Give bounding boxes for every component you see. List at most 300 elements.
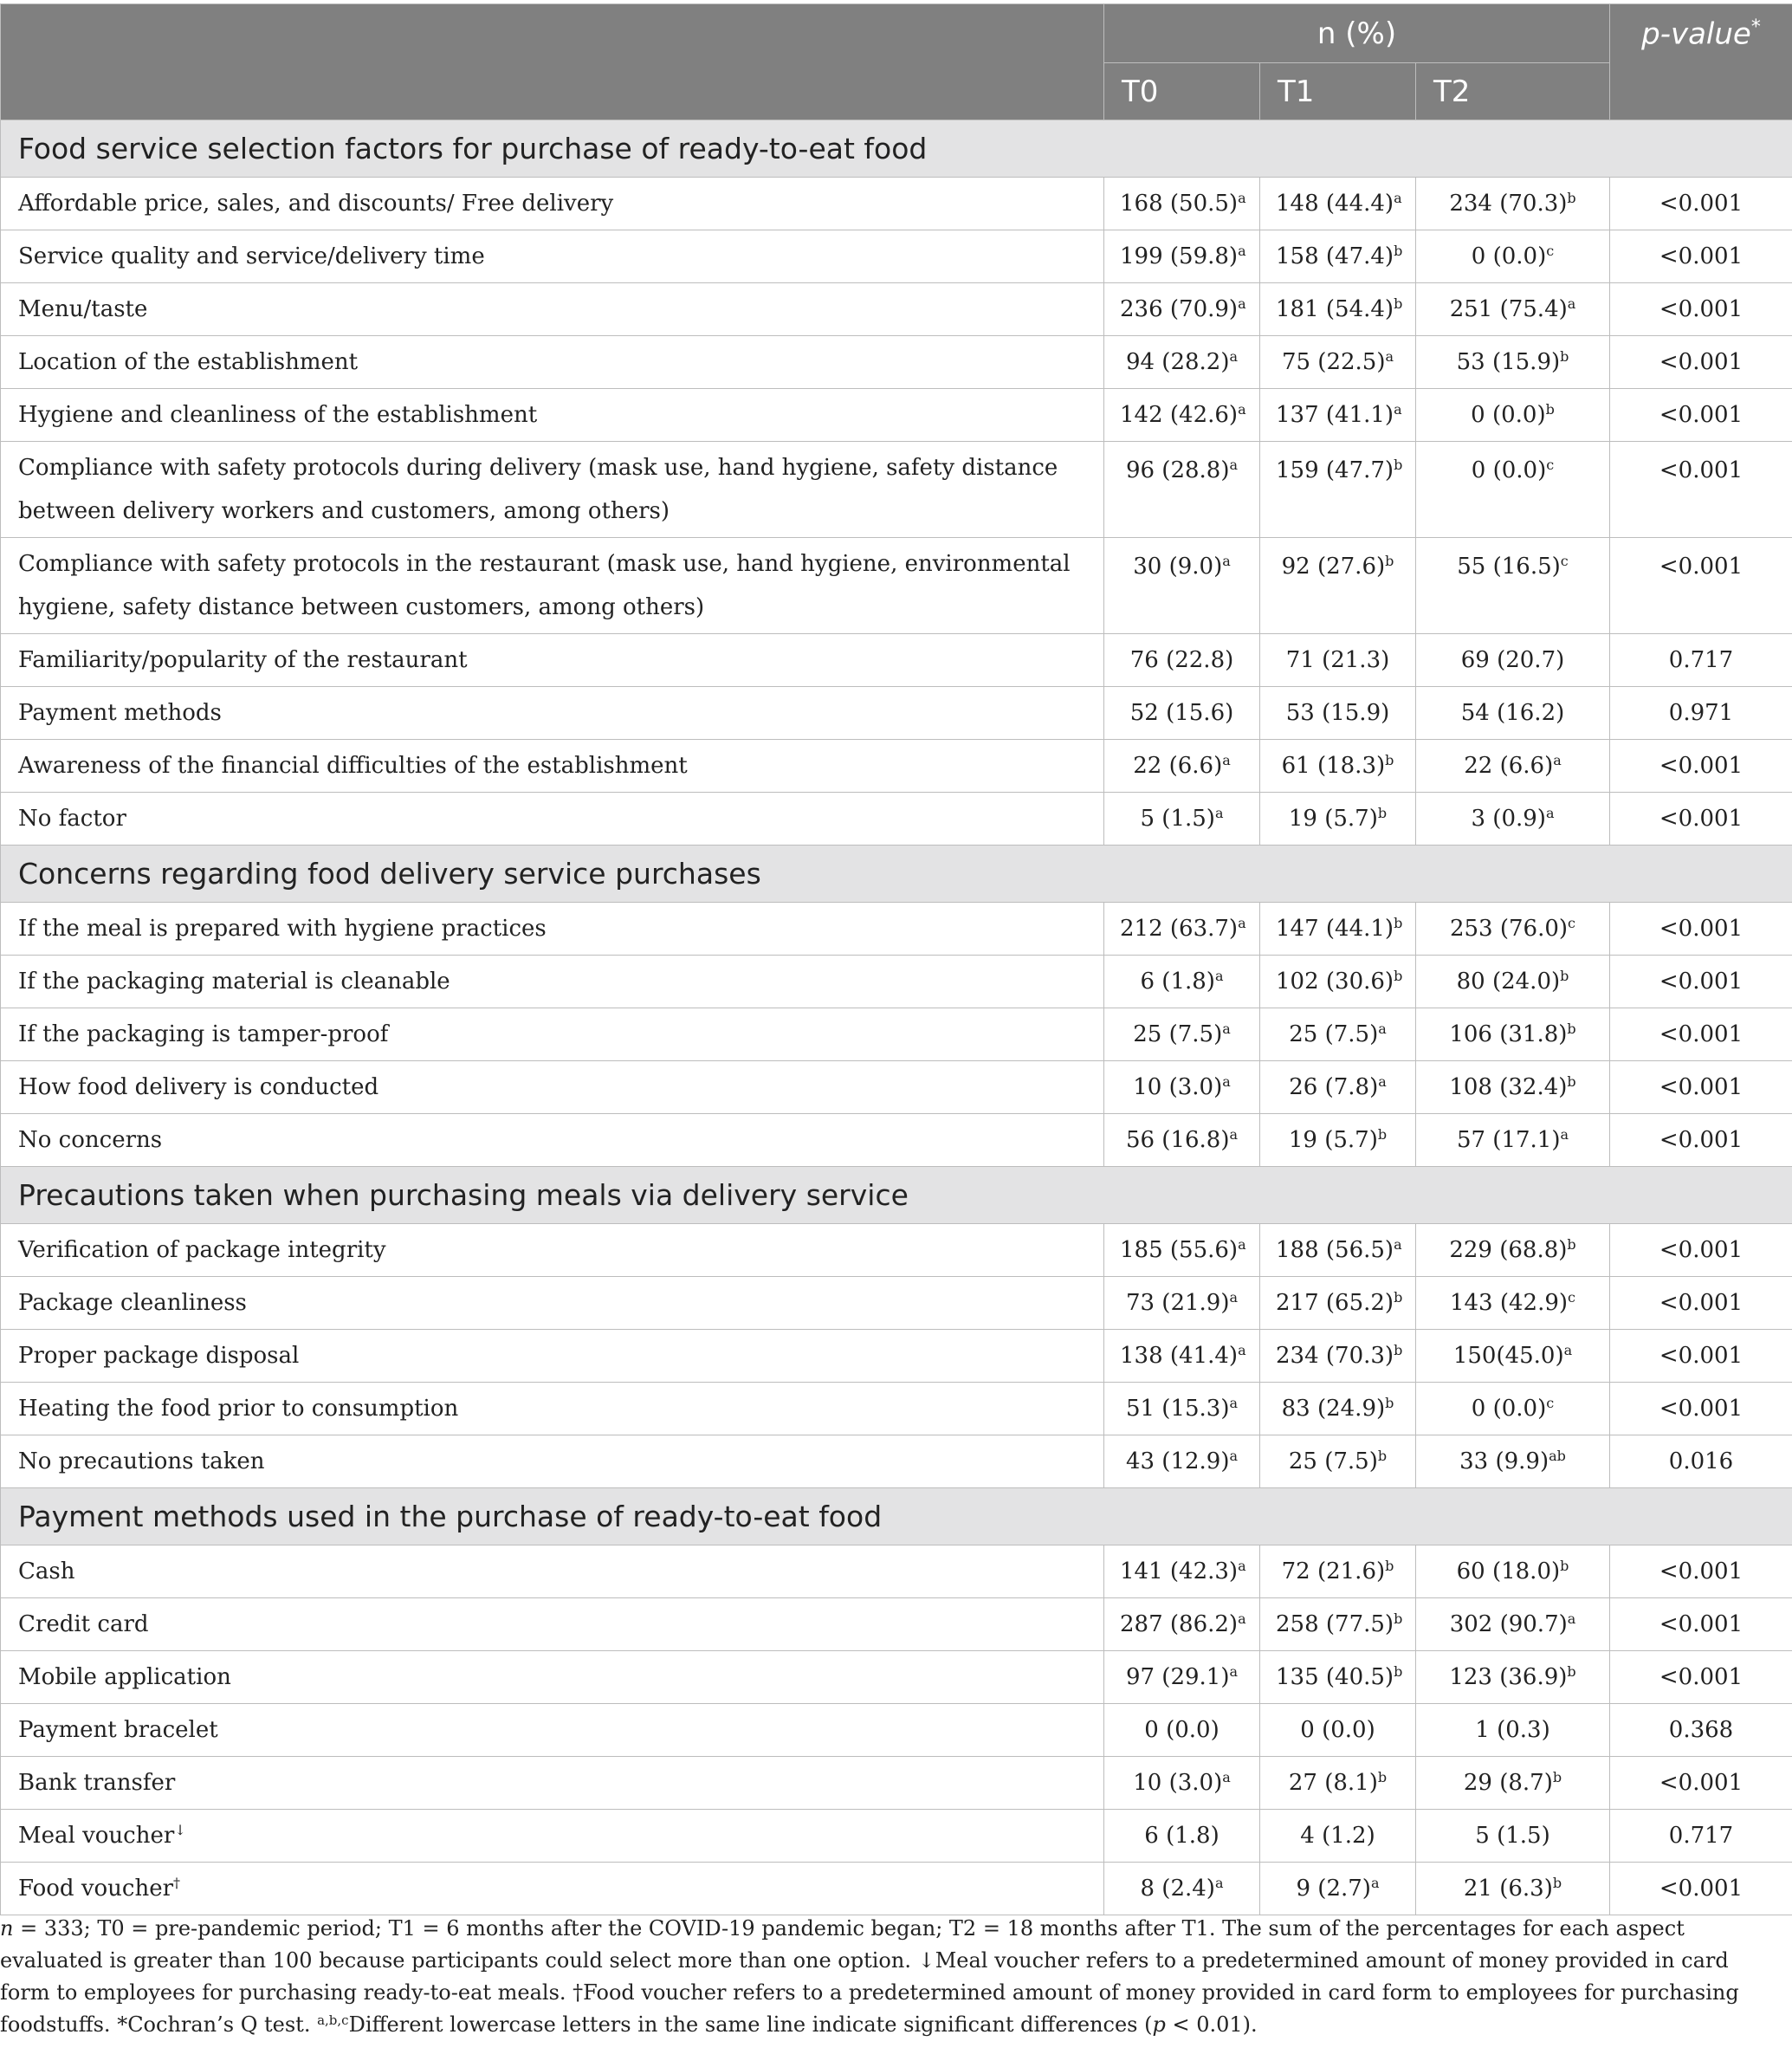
table-footnote bbox=[0, 1913, 1767, 2041]
cell-t0-value: 6 (1.8) bbox=[1144, 1823, 1219, 1849]
cell-t1 bbox=[1260, 1598, 1416, 1651]
cell-t0-value: 138 (41.4) bbox=[1120, 1343, 1239, 1369]
cell-t2 bbox=[1416, 1810, 1610, 1863]
cell-t0-superscript: a bbox=[1238, 1610, 1246, 1627]
section-header-row bbox=[1, 846, 1792, 903]
table-row bbox=[1, 1277, 1792, 1330]
cell-t0-value: 10 (3.0) bbox=[1133, 1074, 1223, 1100]
row-label bbox=[1, 1277, 1104, 1330]
cell-p-value: 0.971 bbox=[1610, 687, 1792, 740]
cell-t0-value: 97 (29.1) bbox=[1125, 1664, 1230, 1690]
row-label-text: Package cleanliness bbox=[18, 1290, 247, 1316]
section-title: Food service selection factors for purchase of ready-to-eat food bbox=[1, 120, 1792, 178]
cell-t2-value: 55 (16.5) bbox=[1457, 554, 1561, 580]
cell-t2-superscript: b bbox=[1567, 190, 1576, 206]
cell-t2-value: 234 (70.3) bbox=[1449, 191, 1568, 217]
cell-t2-value: 80 (24.0) bbox=[1456, 969, 1561, 995]
cell-t0-superscript: a bbox=[1222, 752, 1231, 768]
cell-t0-value: 287 (86.2) bbox=[1120, 1611, 1239, 1637]
cell-p-value: <0.001 bbox=[1610, 903, 1792, 956]
cell-t0-superscript: a bbox=[1222, 1073, 1231, 1090]
cell-t0-superscript: a bbox=[1214, 968, 1224, 984]
header-n-percent: n (%) bbox=[1104, 4, 1610, 63]
table-row bbox=[1, 336, 1792, 389]
cell-t2-value: 60 (18.0) bbox=[1456, 1558, 1561, 1584]
cell-t0 bbox=[1104, 178, 1260, 230]
cell-t2-value: 0 (0.0) bbox=[1471, 402, 1546, 428]
table-row bbox=[1, 1704, 1792, 1757]
cell-t0-superscript: a bbox=[1229, 1395, 1239, 1411]
row-label bbox=[1, 1757, 1104, 1810]
cell-t1-value: 19 (5.7) bbox=[1288, 1127, 1378, 1153]
cell-t2 bbox=[1416, 1651, 1610, 1704]
cell-t1 bbox=[1260, 1277, 1416, 1330]
cell-t2 bbox=[1416, 1704, 1610, 1757]
header-p-value-label: p-value bbox=[1641, 16, 1751, 52]
row-label-text: Service quality and service/delivery time bbox=[18, 243, 485, 269]
cell-t2-superscript: c bbox=[1560, 553, 1569, 569]
cell-t1-value: 53 (15.9) bbox=[1285, 700, 1390, 726]
row-label bbox=[1, 1061, 1104, 1114]
cell-t1-value: 158 (47.4) bbox=[1276, 243, 1394, 269]
cell-t2-value: 229 (68.8) bbox=[1449, 1237, 1568, 1263]
table-row bbox=[1, 1330, 1792, 1383]
section-header-row bbox=[1, 1167, 1792, 1224]
header-blank-cell bbox=[1, 4, 1104, 120]
cell-t1-superscript: a bbox=[1394, 1236, 1402, 1253]
cell-t0 bbox=[1104, 1224, 1260, 1277]
cell-t0 bbox=[1104, 1810, 1260, 1863]
cell-t1-superscript: a bbox=[1394, 401, 1402, 418]
cell-t0-value: 25 (7.5) bbox=[1133, 1021, 1223, 1047]
cell-t0-superscript: a bbox=[1229, 348, 1239, 365]
section-title: Precautions taken when purchasing meals via delivery service bbox=[1, 1167, 1792, 1224]
cell-t2-value: 5 (1.5) bbox=[1475, 1823, 1550, 1849]
header-p-value bbox=[1610, 4, 1792, 120]
row-label bbox=[1, 389, 1104, 442]
cell-t0-superscript: a bbox=[1238, 190, 1246, 206]
cell-t1 bbox=[1260, 1651, 1416, 1704]
cell-t1-value: 83 (24.9) bbox=[1281, 1396, 1386, 1422]
row-label bbox=[1, 1598, 1104, 1651]
cell-t1-value: 4 (1.2) bbox=[1300, 1823, 1375, 1849]
cell-t0-superscript: a bbox=[1222, 553, 1231, 569]
row-label-text: Compliance with safety protocols during delivery (mask use, hand hygiene, safety distance between delivery workers and customers, among others) bbox=[18, 455, 1058, 524]
cell-t0-value: 51 (15.3) bbox=[1125, 1396, 1230, 1422]
table-row bbox=[1, 903, 1792, 956]
table-row bbox=[1, 283, 1792, 336]
row-label bbox=[1, 1545, 1104, 1598]
table-row bbox=[1, 538, 1792, 634]
cell-t1-value: 26 (7.8) bbox=[1289, 1074, 1379, 1100]
row-label bbox=[1, 442, 1104, 538]
cell-t0-value: 22 (6.6) bbox=[1133, 753, 1223, 779]
row-label-text: Food voucher bbox=[18, 1876, 174, 1902]
cell-t1-value: 25 (7.5) bbox=[1288, 1448, 1378, 1474]
cell-t2 bbox=[1416, 1330, 1610, 1383]
cell-t1-superscript: b bbox=[1377, 1769, 1388, 1785]
header-row-1 bbox=[1, 4, 1792, 63]
cell-t0 bbox=[1104, 1383, 1260, 1435]
cell-t2-superscript: b bbox=[1567, 1073, 1576, 1090]
cell-t2-value: 0 (0.0) bbox=[1471, 1396, 1547, 1422]
cell-t0-value: 43 (12.9) bbox=[1125, 1448, 1230, 1474]
cell-t2-value: 57 (17.1) bbox=[1456, 1127, 1561, 1153]
cell-t1-value: 159 (47.7) bbox=[1276, 457, 1394, 483]
cell-t2-value: 251 (75.4) bbox=[1449, 296, 1568, 322]
row-label-text: If the packaging is tamper-proof bbox=[18, 1021, 389, 1047]
cell-t2-superscript: b bbox=[1567, 1663, 1576, 1680]
cell-t1-superscript: b bbox=[1394, 1342, 1403, 1358]
cell-t1 bbox=[1260, 1757, 1416, 1810]
cell-t0-superscript: a bbox=[1229, 1289, 1239, 1306]
table-row bbox=[1, 634, 1792, 687]
cell-t1-value: 147 (44.1) bbox=[1276, 916, 1394, 942]
cell-t2-value: 53 (15.9) bbox=[1456, 349, 1561, 375]
table-row bbox=[1, 442, 1792, 538]
row-label-text: Payment methods bbox=[18, 700, 222, 726]
cell-t1 bbox=[1260, 1224, 1416, 1277]
cell-t0-superscript: a bbox=[1222, 1021, 1231, 1037]
cell-t2-value: 3 (0.9) bbox=[1471, 806, 1546, 832]
row-label-text: Awareness of the financial difficulties of the establishment bbox=[18, 753, 688, 779]
section-header-row bbox=[1, 1488, 1792, 1545]
cell-p-value: <0.001 bbox=[1610, 538, 1792, 634]
cell-t1-value: 135 (40.5) bbox=[1276, 1664, 1394, 1690]
cell-t0-superscript: a bbox=[1238, 243, 1246, 259]
cell-t2-superscript: c bbox=[1568, 915, 1576, 931]
cell-t1 bbox=[1260, 740, 1416, 793]
cell-t0-superscript: a bbox=[1229, 1663, 1239, 1680]
cell-t0-value: 96 (28.8) bbox=[1125, 457, 1230, 483]
row-label bbox=[1, 634, 1104, 687]
cell-p-value: <0.001 bbox=[1610, 1757, 1792, 1810]
cell-t1 bbox=[1260, 442, 1416, 538]
cell-t2 bbox=[1416, 283, 1610, 336]
cell-t1-superscript: b bbox=[1385, 752, 1394, 768]
cell-t0 bbox=[1104, 1277, 1260, 1330]
cell-p-value: <0.001 bbox=[1610, 1383, 1792, 1435]
cell-t0 bbox=[1104, 442, 1260, 538]
header-t1: T1 bbox=[1260, 63, 1416, 120]
cell-t0 bbox=[1104, 283, 1260, 336]
cell-t2-superscript: c bbox=[1568, 1289, 1576, 1306]
cell-t1-superscript: b bbox=[1377, 1448, 1388, 1464]
cell-t1-value: 27 (8.1) bbox=[1288, 1770, 1378, 1796]
cell-t1-value: 102 (30.6) bbox=[1276, 969, 1394, 995]
cell-t1-superscript: b bbox=[1394, 1289, 1403, 1306]
cell-t0-superscript: a bbox=[1238, 915, 1246, 931]
cell-t0 bbox=[1104, 903, 1260, 956]
cell-t2-superscript: c bbox=[1546, 457, 1555, 473]
header-t0: T0 bbox=[1104, 63, 1260, 120]
cell-t0 bbox=[1104, 1863, 1260, 1915]
cell-t1 bbox=[1260, 1810, 1416, 1863]
table-row bbox=[1, 1114, 1792, 1167]
row-label-text: Affordable price, sales, and discounts/ Free delivery bbox=[18, 191, 614, 217]
cell-t1 bbox=[1260, 1330, 1416, 1383]
cell-t0-value: 236 (70.9) bbox=[1120, 296, 1239, 322]
cell-t2 bbox=[1416, 1598, 1610, 1651]
cell-t2-superscript: b bbox=[1560, 1558, 1569, 1574]
section-header-row bbox=[1, 120, 1792, 178]
cell-t0-value: 76 (22.8) bbox=[1129, 647, 1234, 673]
cell-t2 bbox=[1416, 1224, 1610, 1277]
cell-t0-value: 199 (59.8) bbox=[1120, 243, 1239, 269]
cell-t0 bbox=[1104, 1704, 1260, 1757]
cell-p-value: <0.001 bbox=[1610, 793, 1792, 846]
table-row bbox=[1, 178, 1792, 230]
cell-t0-superscript: a bbox=[1222, 1769, 1231, 1785]
row-label-text: Hygiene and cleanliness of the establishment bbox=[18, 402, 538, 428]
cell-t2-value: 54 (16.2) bbox=[1460, 700, 1565, 726]
row-label-text: Payment bracelet bbox=[18, 1717, 218, 1743]
cell-t0 bbox=[1104, 538, 1260, 634]
cell-t0 bbox=[1104, 1114, 1260, 1167]
cell-t1-value: 181 (54.4) bbox=[1276, 296, 1394, 322]
cell-t0-superscript: a bbox=[1238, 401, 1246, 418]
cell-t0 bbox=[1104, 1651, 1260, 1704]
table-row bbox=[1, 1810, 1792, 1863]
table-row bbox=[1, 793, 1792, 846]
row-label-text: No factor bbox=[18, 806, 126, 832]
cell-t1-superscript: b bbox=[1377, 805, 1388, 821]
row-label-text: If the meal is prepared with hygiene practices bbox=[18, 916, 547, 942]
row-label-text: Bank transfer bbox=[18, 1770, 176, 1796]
cell-t2-superscript: b bbox=[1567, 1021, 1576, 1037]
cell-t1-value: 61 (18.3) bbox=[1281, 753, 1386, 779]
cell-t0-value: 5 (1.5) bbox=[1140, 806, 1215, 832]
cell-p-value: <0.001 bbox=[1610, 442, 1792, 538]
cell-p-value: <0.001 bbox=[1610, 956, 1792, 1008]
cell-t1 bbox=[1260, 538, 1416, 634]
cell-p-value: <0.001 bbox=[1610, 1330, 1792, 1383]
cell-t0 bbox=[1104, 793, 1260, 846]
cell-t0-superscript: a bbox=[1229, 1448, 1239, 1464]
section-title: Concerns regarding food delivery service purchases bbox=[1, 846, 1792, 903]
cell-t2 bbox=[1416, 1863, 1610, 1915]
row-label-text: Mobile application bbox=[18, 1664, 231, 1690]
row-label-text: Proper package disposal bbox=[18, 1343, 300, 1369]
cell-t1 bbox=[1260, 1435, 1416, 1488]
cell-p-value: <0.001 bbox=[1610, 178, 1792, 230]
cell-t1-superscript: a bbox=[1378, 1073, 1387, 1090]
cell-t2 bbox=[1416, 687, 1610, 740]
cell-t1-superscript: b bbox=[1377, 1126, 1388, 1143]
cell-t1 bbox=[1260, 1704, 1416, 1757]
cell-t0 bbox=[1104, 634, 1260, 687]
cell-t0-superscript: a bbox=[1214, 805, 1224, 821]
cell-p-value: <0.001 bbox=[1610, 1277, 1792, 1330]
row-label bbox=[1, 538, 1104, 634]
table-row bbox=[1, 1008, 1792, 1061]
row-label-text: Menu/taste bbox=[18, 296, 148, 322]
cell-t1-value: 258 (77.5) bbox=[1276, 1611, 1394, 1637]
cell-t2-superscript: c bbox=[1546, 1395, 1555, 1411]
cell-t2 bbox=[1416, 1008, 1610, 1061]
row-label-footnote-mark: † bbox=[173, 1875, 181, 1891]
row-label-text: How food delivery is conducted bbox=[18, 1074, 379, 1100]
row-label bbox=[1, 230, 1104, 283]
cell-t0-superscript: a bbox=[1229, 1126, 1239, 1143]
cell-t1-value: 217 (65.2) bbox=[1276, 1290, 1394, 1316]
cell-t1 bbox=[1260, 687, 1416, 740]
cell-t2-value: 0 (0.0) bbox=[1471, 457, 1547, 483]
row-label bbox=[1, 178, 1104, 230]
footnote-letters-sup: a,b,c bbox=[317, 2012, 349, 2028]
cell-t2-value: 21 (6.3) bbox=[1463, 1876, 1553, 1902]
table-row bbox=[1, 1224, 1792, 1277]
cell-t2-value: 33 (9.9) bbox=[1459, 1448, 1549, 1474]
cell-t2-value: 0 (0.0) bbox=[1471, 243, 1547, 269]
header-p-value-mark: * bbox=[1750, 16, 1761, 38]
cell-t1-value: 137 (41.1) bbox=[1276, 402, 1394, 428]
cell-t2 bbox=[1416, 336, 1610, 389]
row-label-text: No concerns bbox=[18, 1127, 163, 1153]
cell-t1-superscript: b bbox=[1385, 1558, 1394, 1574]
cell-t2-value: 29 (8.7) bbox=[1463, 1770, 1553, 1796]
cell-p-value: <0.001 bbox=[1610, 1114, 1792, 1167]
cell-t1 bbox=[1260, 336, 1416, 389]
cell-t2-value: 106 (31.8) bbox=[1449, 1021, 1568, 1047]
cell-t1-superscript: a bbox=[1385, 348, 1394, 365]
cell-t1-value: 92 (27.6) bbox=[1281, 554, 1386, 580]
row-label bbox=[1, 903, 1104, 956]
footnote-p-condition: < 0.01). bbox=[1165, 2012, 1258, 2037]
row-label-text: Credit card bbox=[18, 1611, 149, 1637]
cell-p-value: 0.717 bbox=[1610, 1810, 1792, 1863]
cell-t0 bbox=[1104, 389, 1260, 442]
cell-p-value: <0.001 bbox=[1610, 230, 1792, 283]
cell-t1-superscript: b bbox=[1385, 553, 1394, 569]
cell-t1 bbox=[1260, 1114, 1416, 1167]
cell-p-value: 0.368 bbox=[1610, 1704, 1792, 1757]
cell-t2-superscript: a bbox=[1560, 1126, 1569, 1143]
cell-t1 bbox=[1260, 283, 1416, 336]
cell-t0-superscript: a bbox=[1229, 457, 1239, 473]
cell-t1-value: 148 (44.4) bbox=[1276, 191, 1394, 217]
cell-t1 bbox=[1260, 1008, 1416, 1061]
cell-t1-superscript: b bbox=[1394, 295, 1403, 312]
cell-t0-value: 30 (9.0) bbox=[1133, 554, 1223, 580]
cell-t2-value: 1 (0.3) bbox=[1475, 1717, 1550, 1743]
cell-p-value: <0.001 bbox=[1610, 1224, 1792, 1277]
table-row bbox=[1, 687, 1792, 740]
cell-p-value: 0.016 bbox=[1610, 1435, 1792, 1488]
cell-t0-value: 6 (1.8) bbox=[1140, 969, 1215, 995]
row-label-text: Meal voucher bbox=[18, 1823, 175, 1849]
cell-t2-superscript: c bbox=[1546, 243, 1555, 259]
cell-t2-value: 302 (90.7) bbox=[1449, 1611, 1568, 1637]
cell-t0-value: 141 (42.3) bbox=[1120, 1558, 1239, 1584]
row-label bbox=[1, 1114, 1104, 1167]
table-row bbox=[1, 1545, 1792, 1598]
cell-t2-value: 253 (76.0) bbox=[1449, 916, 1569, 942]
cell-t2 bbox=[1416, 1757, 1610, 1810]
cell-t1 bbox=[1260, 1061, 1416, 1114]
row-label-text: Compliance with safety protocols in the restaurant (mask use, hand hygiene, environmental hygiene, safety distance between customers, among others) bbox=[18, 551, 1071, 620]
cell-p-value: 0.717 bbox=[1610, 634, 1792, 687]
table-row bbox=[1, 1651, 1792, 1704]
cell-p-value: <0.001 bbox=[1610, 1651, 1792, 1704]
cell-t1-value: 25 (7.5) bbox=[1289, 1021, 1379, 1047]
cell-t1-superscript: b bbox=[1394, 1663, 1403, 1680]
row-label bbox=[1, 1863, 1104, 1915]
cell-t1-superscript: a bbox=[1370, 1875, 1380, 1891]
row-label bbox=[1, 1435, 1104, 1488]
cell-t2 bbox=[1416, 1114, 1610, 1167]
cell-t2 bbox=[1416, 230, 1610, 283]
cell-t0 bbox=[1104, 1435, 1260, 1488]
cell-t0-value: 212 (63.7) bbox=[1120, 916, 1239, 942]
cell-t2-superscript: b bbox=[1560, 968, 1569, 984]
cell-t0-superscript: a bbox=[1214, 1875, 1224, 1891]
cell-t2 bbox=[1416, 389, 1610, 442]
cell-t0-value: 56 (16.8) bbox=[1125, 1127, 1230, 1153]
cell-t1-value: 9 (2.7) bbox=[1296, 1876, 1371, 1902]
cell-t0-value: 8 (2.4) bbox=[1140, 1876, 1215, 1902]
row-label-text: No precautions taken bbox=[18, 1448, 265, 1474]
cell-t0 bbox=[1104, 687, 1260, 740]
cell-t2 bbox=[1416, 1435, 1610, 1488]
cell-t2 bbox=[1416, 903, 1610, 956]
results-table bbox=[0, 3, 1792, 1915]
cell-t1 bbox=[1260, 230, 1416, 283]
row-label bbox=[1, 283, 1104, 336]
cell-t0-value: 73 (21.9) bbox=[1125, 1290, 1230, 1316]
table-row bbox=[1, 230, 1792, 283]
header-t2: T2 bbox=[1416, 63, 1610, 120]
cell-t2 bbox=[1416, 1061, 1610, 1114]
cell-t2 bbox=[1416, 1277, 1610, 1330]
cell-t2-value: 143 (42.9) bbox=[1449, 1290, 1569, 1316]
cell-t1 bbox=[1260, 956, 1416, 1008]
cell-t1-value: 234 (70.3) bbox=[1276, 1343, 1394, 1369]
cell-t0 bbox=[1104, 1545, 1260, 1598]
row-label bbox=[1, 1383, 1104, 1435]
row-label-text: Heating the food prior to consumption bbox=[18, 1396, 459, 1422]
cell-p-value: <0.001 bbox=[1610, 336, 1792, 389]
cell-t2-superscript: a bbox=[1567, 1610, 1576, 1627]
footnote-n-var: n bbox=[0, 1916, 14, 1941]
row-label bbox=[1, 1651, 1104, 1704]
cell-p-value: <0.001 bbox=[1610, 740, 1792, 793]
cell-t0-value: 185 (55.6) bbox=[1120, 1237, 1239, 1263]
cell-t1-value: 19 (5.7) bbox=[1288, 806, 1378, 832]
cell-t2 bbox=[1416, 1383, 1610, 1435]
cell-t2-value: 69 (20.7) bbox=[1460, 647, 1565, 673]
cell-t1 bbox=[1260, 389, 1416, 442]
cell-t0 bbox=[1104, 230, 1260, 283]
cell-t2 bbox=[1416, 442, 1610, 538]
cell-p-value: <0.001 bbox=[1610, 1863, 1792, 1915]
cell-t1-value: 0 (0.0) bbox=[1300, 1717, 1375, 1743]
section-title: Payment methods used in the purchase of ready-to-eat food bbox=[1, 1488, 1792, 1545]
cell-t2-superscript: a bbox=[1567, 295, 1576, 312]
footnote-p-var: p bbox=[1152, 2012, 1166, 2037]
table-row bbox=[1, 1757, 1792, 1810]
cell-t1 bbox=[1260, 1383, 1416, 1435]
footnote-letters-text: Different lowercase letters in the same line indicate significant differences ( bbox=[348, 2012, 1153, 2037]
row-label bbox=[1, 336, 1104, 389]
cell-t0 bbox=[1104, 1061, 1260, 1114]
cell-t2-superscript: b bbox=[1552, 1875, 1562, 1891]
cell-t0-superscript: a bbox=[1238, 1342, 1246, 1358]
cell-p-value: <0.001 bbox=[1610, 1008, 1792, 1061]
table-body bbox=[1, 120, 1792, 1915]
cell-t1-value: 72 (21.6) bbox=[1281, 1558, 1386, 1584]
cell-t1 bbox=[1260, 634, 1416, 687]
